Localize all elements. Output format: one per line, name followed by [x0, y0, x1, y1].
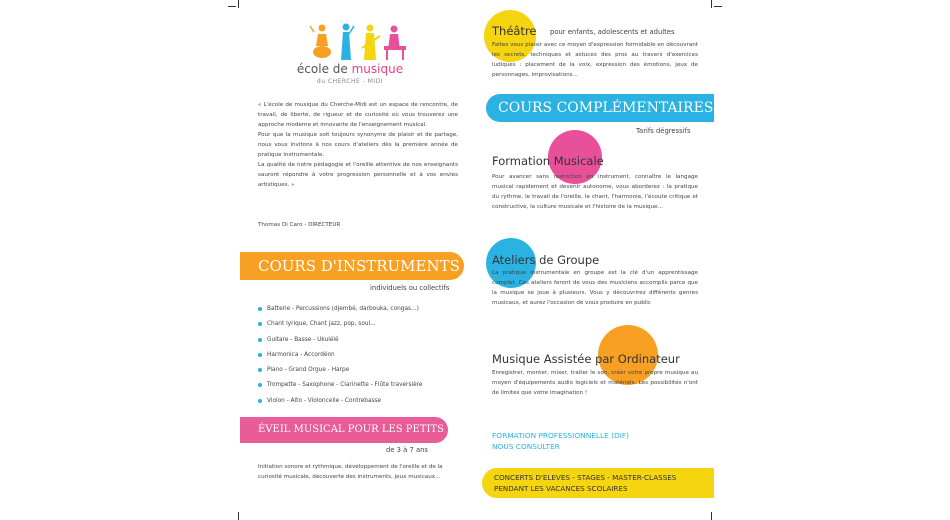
musicians-logo-icon — [308, 22, 408, 62]
theatre-description: Faites vous plaisir avec ce moyen d'expression formidable en découvrant les secrets, techniques et astuces des pros au travers d'exercices ludiques : placement de la voix, expression des émotions, jeux de personnages, improvisations... — [492, 42, 698, 78]
director-signature: Thomas Di Caro - DIRECTEUR — [258, 222, 341, 228]
right-column — [478, 0, 714, 520]
theatre-subtitle: pour enfants, adolescents et adultes — [550, 28, 675, 36]
school-name: école de musique — [296, 62, 404, 76]
concerts-line: CONCERTS D'ELEVES - STAGES - MASTER-CLASSES — [494, 473, 677, 482]
formation-pro — [492, 430, 629, 452]
list-item: Guitare - Basse - Ukulélé — [258, 335, 422, 350]
list-item: Violon - Alto - Violoncelle - Contrebasse — [258, 396, 422, 411]
mao-title: Musique Assistée par Ordinateur — [492, 352, 680, 366]
list-item: Batterie - Percussions (djembé, darbouka, congas...) — [258, 304, 422, 319]
quote-paragraph: « L'école de musique du Cherche-Midi est un espace de rencontre, de travail, de liberté, de rigueur et de curiosité où vous trouverez une approche moderne et innovante de l'enseignement musical. — [258, 102, 458, 128]
instruments-list — [258, 304, 422, 411]
complementaires-subtitle: Tarifs dégressifs — [636, 127, 691, 135]
list-item: Piano - Grand Orgue - Harpe — [258, 365, 422, 380]
list-item: Harmonica - Accordéon — [258, 350, 422, 365]
left-column — [240, 0, 472, 520]
quote-paragraph: La qualité de notre pédagogie et l'oreille attentive de nos enseignants sauront répondre à votre progression personnelle et à vos envies artistiques. » — [258, 162, 458, 188]
complementaires-banner: COURS COMPLÉMENTAIRES — [486, 94, 714, 122]
crop-mark — [714, 6, 722, 7]
mao-description: Enregistrer, monter, mixer, traiter le son, créer votre propre musique au moyen d'équipements audio logiciels et matériels. Les possibilités n'ont de limites que votre imagination ! — [492, 370, 698, 396]
theatre-title: Théâtre — [492, 24, 537, 38]
ateliers-description: La pratique instrumentale en groupe est la clé d'un apprentissage complet. Ces ateliers feront de vous des musiciens accomplis parce que la musique se joue à plusieurs. Vous y découvrirez différents genres musicaux, et aurez l'occasion de vous produire en public — [492, 270, 698, 306]
crop-mark — [238, 0, 239, 8]
concerts-banner — [482, 468, 714, 498]
formation-pro-line: NOUS CONSULTER — [492, 442, 560, 451]
eveil-description: Initiation sonore et rythmique, développement de l'oreille et de la curiosité musicale, découverte des instruments, jeux musicaux... — [258, 464, 443, 480]
formation-description: Pour avancer sans restriction en instrument, connaître le langage musical rapidement et devenir autonome, vous aborderez : la pratique du rythme, le travail de l'oreille, le chant, l'harmonie, l'écoute critique et constructive, la culture musicale et l'histoire de la musique... — [492, 174, 698, 210]
list-item: Chant lyrique, Chant jazz, pop, soul... — [258, 319, 422, 334]
concerts-line: PENDANT LES VACANCES SCOLAIRES — [494, 484, 628, 493]
instruments-subtitle: individuels ou collectifs — [370, 284, 450, 292]
instruments-banner: COURS D'INSTRUMENTS — [240, 252, 464, 280]
quote-paragraph: Pour que la musique soit toujours synonyme de plaisir et de partage, nous vous invitons à nos cours d'ateliers dès la première année de pratique instrumentale. — [258, 132, 458, 158]
crop-mark — [238, 512, 239, 520]
eveil-subtitle: de 3 à 7 ans — [386, 446, 428, 454]
formation-pro-line: FORMATION PROFESSIONNELLE (DIF) — [492, 431, 630, 440]
crop-mark — [228, 6, 236, 7]
school-subtitle: du CHERCHE - MIDI — [316, 78, 384, 85]
ateliers-title: Ateliers de Groupe — [492, 253, 600, 267]
eveil-banner: ÉVEIL MUSICAL POUR LES PETITS — [240, 417, 448, 443]
list-item: Trompette - Saxophone - Clarinette - Flûte traversière — [258, 380, 422, 395]
formation-title: Formation Musicale — [492, 154, 604, 168]
director-quote — [258, 100, 458, 190]
